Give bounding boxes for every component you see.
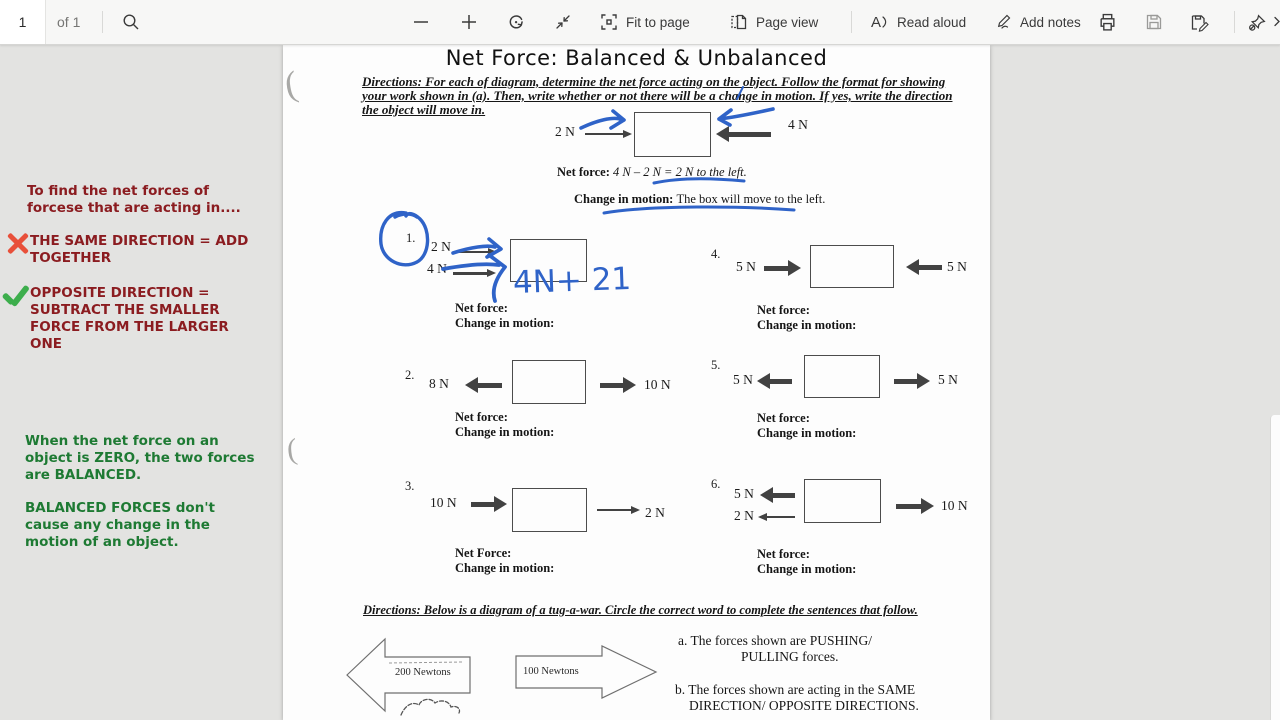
arrow-left-icon	[465, 377, 502, 393]
arrow-left-icon	[760, 487, 795, 503]
note-balanced-2: BALANCED FORCES don't cause any change in the motion of an object.	[25, 500, 215, 550]
handwritten-circle	[376, 208, 434, 272]
page-view-button[interactable]	[728, 0, 820, 44]
force-box	[804, 355, 880, 398]
read-aloud-button[interactable]	[869, 0, 968, 44]
p2-force-a: 8 N	[429, 376, 449, 391]
force-box	[512, 360, 586, 404]
arrow-right-icon	[600, 377, 636, 393]
change-answer: The box will move to the left.	[676, 192, 826, 206]
p4-net-label: Net force:	[757, 303, 810, 317]
example-right-force: 4 N	[788, 117, 808, 132]
search-icon	[122, 13, 140, 31]
save-button[interactable]	[1143, 0, 1165, 44]
minus-icon	[412, 13, 430, 31]
note-balanced-1: When the net force on an object is ZERO, the two forces are BALANCED.	[25, 433, 255, 483]
force-box	[634, 112, 711, 157]
handwritten-arrow-right-icon	[441, 251, 521, 307]
toolbar-divider	[851, 11, 852, 33]
fit-to-page-button[interactable]	[598, 0, 692, 44]
pencil-mark: (	[281, 63, 301, 105]
save-as-icon	[1190, 13, 1210, 32]
x-mark-icon	[6, 231, 30, 255]
arrow-right-icon	[894, 373, 930, 389]
p5-force-a: 5 N	[733, 372, 753, 387]
rotate-button[interactable]	[505, 0, 528, 44]
p4-change-label: Change in motion:	[757, 318, 857, 332]
arrow-right-icon	[471, 496, 507, 512]
content-area	[0, 45, 1280, 720]
fit-toggle-button[interactable]	[552, 0, 574, 44]
net-force-work: 4 N – 2 N =	[612, 165, 676, 179]
read-aloud-icon: A	[871, 14, 889, 31]
directions-2: Directions: Below is a diagram of a tug-a-war. Circle the correct word to complete the sentences that follow.	[363, 603, 918, 617]
problem-number: 3.	[405, 479, 415, 493]
net-force-answer: 2 N to the left.	[675, 165, 747, 179]
p4-force-b: 5 N	[947, 259, 967, 274]
toolbar-divider	[1234, 11, 1235, 33]
chevron-right-icon	[1274, 13, 1280, 32]
question-b-line-1: b. The forces shown are acting in the SAME	[675, 682, 916, 697]
p6-force-b: 2 N	[734, 508, 754, 523]
arrow-right-icon	[764, 260, 801, 276]
p4-force-a: 5 N	[736, 259, 756, 274]
force-box	[804, 479, 881, 523]
arrow-right-icon	[597, 506, 640, 514]
pen-icon	[994, 13, 1012, 31]
problem-number: 1.	[406, 231, 416, 245]
pencil-mark: (	[285, 432, 299, 467]
arrow-right-icon	[896, 498, 934, 514]
arrow-left-icon	[758, 513, 795, 521]
p6-force-a: 5 N	[734, 486, 754, 501]
print-icon	[1098, 13, 1117, 32]
p1-change-label: Change in motion:	[455, 316, 555, 330]
handwritten-arrow-left-icon	[711, 101, 777, 129]
directions-1-line-2: your work shown in (a). Then, write whether or not there will be a change in motion. If yes, write the direction	[362, 88, 953, 103]
fit-to-page-icon	[600, 13, 618, 31]
force-box	[810, 245, 894, 288]
handwritten-arrow-right-icon	[578, 106, 636, 136]
problem-number: 6.	[711, 477, 721, 491]
directions-1-line-3: the object will move in.	[362, 102, 486, 117]
question-b-line-2: DIRECTION/ OPPOSITE DIRECTIONS.	[689, 698, 919, 713]
blue-checkmark-stroke	[734, 85, 746, 101]
rotate-icon	[507, 13, 526, 32]
directions-1-line-1: Directions: For each of diagram, determine the net force acting on the object. Follow the format for showing	[362, 74, 946, 89]
scribble-cloud	[397, 695, 469, 720]
p6-change-label: Change in motion:	[757, 562, 857, 576]
tug-right-label: 100 Newtons	[523, 666, 579, 677]
more-tools-button[interactable]	[1272, 0, 1280, 44]
handwritten-underline	[601, 202, 797, 218]
p3-force-a: 10 N	[430, 495, 457, 510]
handwritten-answer: 4N+ 21	[512, 260, 632, 302]
question-a-line-2: PULLING forces.	[741, 649, 839, 664]
net-force-label: Net force:	[557, 165, 610, 179]
zoom-in-button[interactable]	[458, 0, 480, 44]
page-view-icon	[730, 13, 748, 31]
add-notes-label: Add notes	[1020, 14, 1081, 30]
arrow-left-icon	[906, 259, 942, 275]
arrow-left-icon	[757, 373, 792, 389]
toolbar-divider	[102, 11, 103, 33]
pin-icon	[1248, 13, 1267, 32]
add-notes-button[interactable]	[992, 0, 1083, 44]
p2-change-label: Change in motion:	[455, 425, 555, 439]
print-button[interactable]	[1096, 0, 1119, 44]
plus-icon	[460, 13, 478, 31]
vertical-scrollbar[interactable]	[1270, 415, 1280, 720]
zoom-out-button[interactable]	[410, 0, 432, 44]
force-box	[512, 488, 587, 532]
example-left-force: 2 N	[555, 124, 575, 139]
page-count-label: of 1	[57, 14, 81, 30]
p6-force-c: 10 N	[941, 498, 968, 513]
problem-number: 5.	[711, 358, 721, 372]
page-number-input[interactable]: 1	[0, 0, 46, 44]
p5-change-label: Change in motion:	[757, 426, 857, 440]
pdf-toolbar	[0, 0, 1280, 45]
problem-number: 4.	[711, 247, 721, 261]
question-a-line-1: a. The forces shown are PUSHING/	[678, 633, 872, 648]
page-view-label: Page view	[756, 14, 819, 30]
read-aloud-label: Read aloud	[897, 14, 967, 30]
p3-force-b: 2 N	[645, 505, 665, 520]
p5-force-b: 5 N	[938, 372, 958, 387]
tug-left-label: 200 Newtons	[395, 667, 451, 678]
note-same-direction: THE SAME DIRECTION = ADD TOGETHER	[30, 233, 249, 266]
p1-force-b: 4 N	[427, 261, 447, 276]
check-mark-icon	[2, 282, 32, 310]
search-button[interactable]	[120, 0, 142, 44]
fit-to-page-label: Fit to page	[626, 14, 690, 30]
p6-net-label: Net force:	[757, 547, 810, 561]
handwritten-underline	[651, 174, 747, 188]
pin-toolbar-button[interactable]	[1246, 0, 1269, 44]
p3-change-label: Change in motion:	[455, 561, 555, 575]
problem-number: 2.	[405, 368, 415, 382]
p2-force-b: 10 N	[644, 377, 671, 392]
note-intro: To find the net forces of forcese that are acting in....	[27, 183, 241, 216]
p2-net-label: Net force:	[455, 410, 508, 424]
save-icon	[1145, 13, 1163, 31]
shrink-arrows-icon	[554, 13, 572, 31]
change-label: Change in motion:	[574, 192, 674, 206]
save-as-button[interactable]	[1188, 0, 1212, 44]
p1-net-label: Net force:	[455, 301, 508, 315]
note-opposite-direction: OPPOSITE DIRECTION = SUBTRACT THE SMALLER FORCE FROM THE LARGER ONE	[30, 285, 229, 352]
p1-force-a: 2 N	[431, 239, 451, 254]
p5-net-label: Net force:	[757, 411, 810, 425]
p3-net-label: Net Force:	[455, 546, 512, 560]
worksheet-title: Net Force: Balanced & Unbalanced	[445, 46, 828, 70]
pdf-page	[283, 45, 990, 720]
